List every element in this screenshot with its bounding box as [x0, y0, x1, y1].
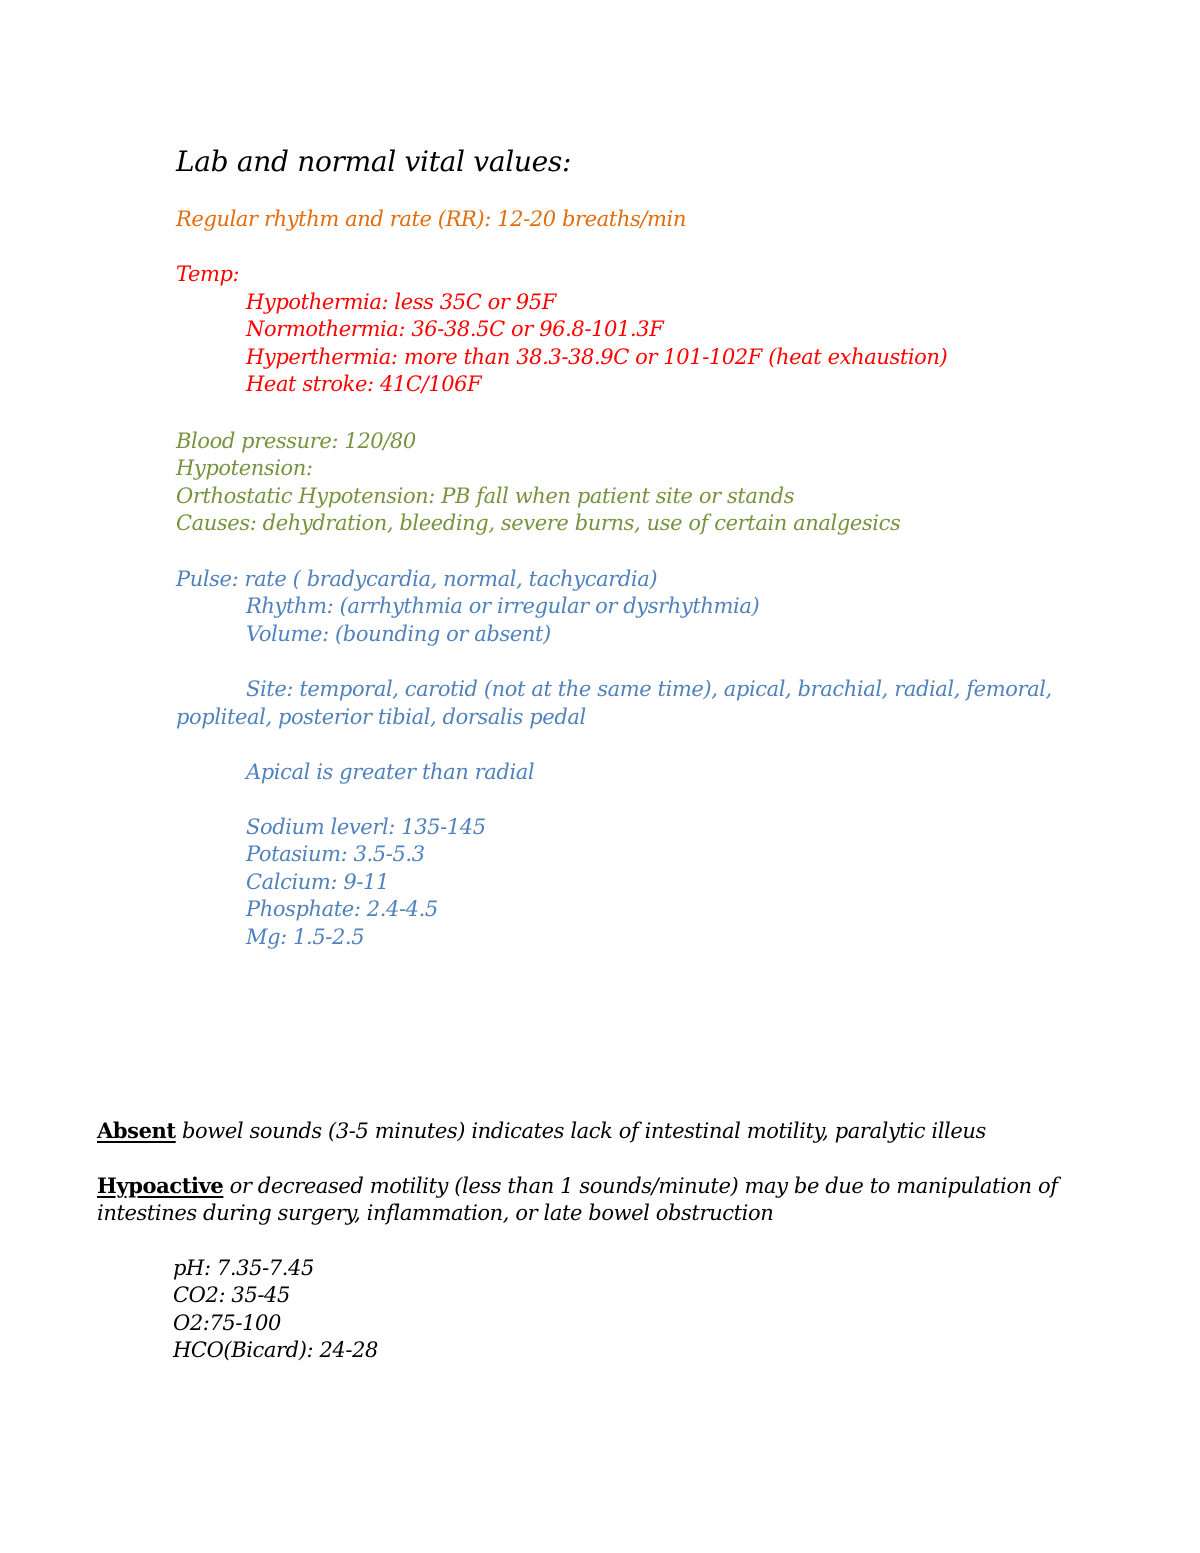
hypoactive-description: or decreased motility (less than 1 sounds/minute) may be due to manipulation of	[223, 1174, 1058, 1198]
calcium-level: Calcium: 9-11	[246, 870, 389, 894]
temp-normothermia: Normothermia: 36-38.5C or 96.8-101.3F	[246, 317, 664, 341]
potassium-level: Potasium: 3.5-5.3	[246, 842, 425, 866]
absent-term: Absent	[97, 1118, 176, 1143]
bp-causes: Causes: dehydration, bleeding, severe burns, use of certain analgesics	[176, 511, 901, 535]
bp-normal: Blood pressure: 120/80	[176, 429, 416, 453]
pulse-sites-line1: Site: temporal, carotid (not at the same time), apical, brachial, radial, femoral,	[246, 677, 1052, 701]
absent-bowel-sounds	[97, 1117, 986, 1145]
temp-heat-stroke: Heat stroke: 41C/106F	[246, 372, 482, 396]
pulse-volume: Volume: (bounding or absent)	[246, 622, 551, 646]
absent-description: bowel sounds (3-5 minutes) indicates lack of intestinal motility, paralytic illeus	[175, 1119, 986, 1143]
phosphate-level: Phosphate: 2.4-4.5	[246, 897, 438, 921]
apical-note: Apical is greater than radial	[246, 760, 535, 784]
temp-heading: Temp:	[176, 262, 240, 286]
bp-orthostatic: Orthostatic Hypotension: PB fall when patient site or stands	[176, 484, 795, 508]
hypoactive-bowel-sounds	[97, 1172, 1058, 1200]
abg-co2: CO2: 35-45	[173, 1283, 290, 1307]
abg-o2: O2:75-100	[173, 1311, 281, 1335]
hypoactive-term: Hypoactive	[97, 1173, 224, 1198]
temp-hyperthermia: Hyperthermia: more than 38.3-38.9C or 101-102F (heat exhaustion)	[246, 345, 948, 369]
magnesium-level: Mg: 1.5-2.5	[246, 925, 365, 949]
sodium-level: Sodium leverl: 135-145	[246, 815, 486, 839]
hypoactive-description-line2: intestines during surgery, inflammation, or late bowel obstruction	[97, 1201, 774, 1225]
abg-ph: pH: 7.35-7.45	[173, 1256, 314, 1280]
pulse-sites-line2: popliteal, posterior tibial, dorsalis pedal	[176, 705, 586, 729]
temp-hypothermia: Hypothermia: less 35C or 95F	[246, 290, 556, 314]
page-title: Lab and normal vital values:	[176, 145, 572, 178]
bp-hypotension: Hypotension:	[176, 456, 313, 480]
pulse-rate: Pulse: rate ( bradycardia, normal, tachycardia)	[176, 567, 658, 591]
respiratory-rate-line: Regular rhythm and rate (RR): 12-20 breaths/min	[176, 207, 686, 231]
pulse-rhythm: Rhythm: (arrhythmia or irregular or dysrhythmia)	[246, 594, 760, 618]
abg-hco3: HCO(Bicard): 24-28	[173, 1338, 378, 1362]
